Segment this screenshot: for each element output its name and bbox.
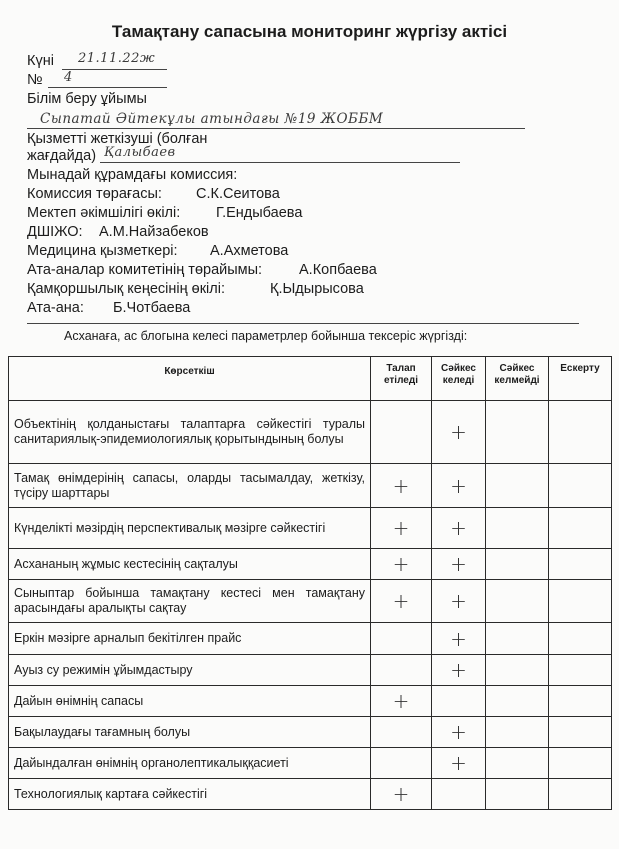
table-row [9, 464, 612, 508]
date-underline [62, 69, 167, 70]
inspection-intro: Асханаға, ас блогына келесі параметрлер бойынша тексеріс жүргізді: [64, 329, 468, 343]
required-mark: + [371, 686, 432, 717]
indicator-cell: Бақылаудағы тағамның болуы [9, 717, 371, 748]
date-value: 21.11.22ж [78, 51, 156, 66]
matches-mark: + [432, 623, 486, 655]
indicator-cell: Дайындалған өнімнің органолептикалыққасиеті [9, 748, 371, 779]
note-cell [549, 401, 612, 464]
date-label: Күні [27, 53, 54, 69]
table-row [9, 580, 612, 623]
indicator-cell: Сыныптар бойынша тамақтану кестесі мен тамақтану арасындағы аралықты сақтау [9, 580, 371, 623]
matches-mark: + [432, 717, 486, 748]
table-row [9, 717, 612, 748]
member-role: Ата-ана: [27, 300, 84, 316]
required-mark: + [371, 549, 432, 580]
required-mark: + [371, 779, 432, 810]
table-row [9, 549, 612, 580]
member-name: Б.Чотбаева [113, 300, 191, 316]
required-mark [371, 717, 432, 748]
matches-mark: + [432, 508, 486, 549]
section-divider [27, 323, 579, 324]
indicator-cell: Асхананың жұмыс кестесінің сақталуы [9, 549, 371, 580]
table-row [9, 748, 612, 779]
not-matches-mark [486, 717, 549, 748]
required-mark: + [371, 508, 432, 549]
note-cell [549, 779, 612, 810]
number-underline [48, 87, 167, 88]
member-role: Комиссия төрағасы: [27, 186, 162, 202]
matches-mark: + [432, 401, 486, 464]
indicator-cell: Технологиялық картаға сәйкестігі [9, 779, 371, 810]
school-label: Білім беру ұйымы [27, 91, 147, 107]
indicator-cell: Тамақ өнімдерінің сапасы, оларды тасымалдау, жеткізу, түсіру шарттары [9, 464, 371, 508]
member-role: Ата-аналар комитетінің төрайымы: [27, 262, 263, 278]
matches-mark [432, 779, 486, 810]
matches-mark [432, 686, 486, 717]
member-role: ДШІЖО: [27, 224, 83, 240]
member-role: Мектеп әкімшілігі өкілі: [27, 205, 181, 221]
required-mark [371, 655, 432, 686]
number-value: 4 [64, 70, 73, 85]
required-mark [371, 748, 432, 779]
not-matches-mark [486, 508, 549, 549]
matches-mark: + [432, 748, 486, 779]
required-mark [371, 401, 432, 464]
note-cell [549, 464, 612, 508]
not-matches-mark [486, 748, 549, 779]
document-title: Тамақтану сапасына мониторинг жүргізу актісі [111, 22, 508, 41]
matches-mark: + [432, 549, 486, 580]
header-matches: Сәйкес келеді [432, 357, 486, 401]
not-matches-mark [486, 623, 549, 655]
matches-mark: + [432, 655, 486, 686]
member-name: Қ.Ыдырысова [270, 281, 364, 297]
not-matches-mark [486, 401, 549, 464]
not-matches-mark [486, 686, 549, 717]
member-role: Қамқоршылық кеңесінің өкілі: [27, 281, 225, 297]
number-label: № [27, 72, 43, 88]
table-row [9, 686, 612, 717]
member-role: Медицина қызметкері: [27, 243, 178, 259]
header-note: Ескерту [549, 357, 612, 401]
note-cell [549, 655, 612, 686]
header-indicator: Көрсеткіш [9, 357, 371, 401]
note-cell [549, 508, 612, 549]
table-row [9, 508, 612, 549]
note-cell [549, 623, 612, 655]
matches-mark: + [432, 464, 486, 508]
indicator-cell: Күнделікті мәзірдің перспективалық мәзірге сәйкестігі [9, 508, 371, 549]
member-name: А.М.Найзабеков [99, 224, 209, 240]
member-name: Г.Ендыбаева [216, 205, 303, 221]
required-mark: + [371, 464, 432, 508]
school-underline [27, 128, 525, 129]
table-header-row [9, 357, 612, 401]
provider-label-2: жағдайда) [27, 148, 97, 164]
commission-heading: Мынадай құрамдағы комиссия: [27, 167, 238, 183]
note-cell [549, 549, 612, 580]
provider-label-1: Қызметті жеткізуші (болған [27, 131, 208, 147]
required-mark: + [371, 580, 432, 623]
provider-underline [100, 162, 460, 163]
table-row [9, 623, 612, 655]
inspection-table [8, 356, 612, 810]
member-name: С.К.Сеитова [196, 186, 280, 202]
header-not-matches: Сәйкес келмейді [486, 357, 549, 401]
not-matches-mark [486, 779, 549, 810]
not-matches-mark [486, 655, 549, 686]
indicator-cell: Дайын өнімнің сапасы [9, 686, 371, 717]
table-row [9, 779, 612, 810]
required-mark [371, 623, 432, 655]
indicator-cell: Ауыз су режимін ұйымдастыру [9, 655, 371, 686]
indicator-cell: Объектінің қолданыстағы талаптарға сәйкестігі туралы санитариялық-эпидемиологиялық қорытындының болуы [9, 401, 371, 464]
member-name: А.Ахметова [210, 243, 289, 259]
note-cell [549, 580, 612, 623]
not-matches-mark [486, 580, 549, 623]
header-required: Талап етіледі [371, 357, 432, 401]
school-value: Сыпатай Әйтекұлы атындағы №19 ЖОББМ [40, 111, 384, 127]
table-row [9, 401, 612, 464]
note-cell [549, 717, 612, 748]
provider-value: Қалыбаев [104, 145, 176, 160]
table-row [9, 655, 612, 686]
not-matches-mark [486, 464, 549, 508]
not-matches-mark [486, 549, 549, 580]
member-name: А.Копбаева [299, 262, 377, 278]
note-cell [549, 686, 612, 717]
indicator-cell: Еркін мәзірге арналып бекітілген прайс [9, 623, 371, 655]
matches-mark: + [432, 580, 486, 623]
note-cell [549, 748, 612, 779]
